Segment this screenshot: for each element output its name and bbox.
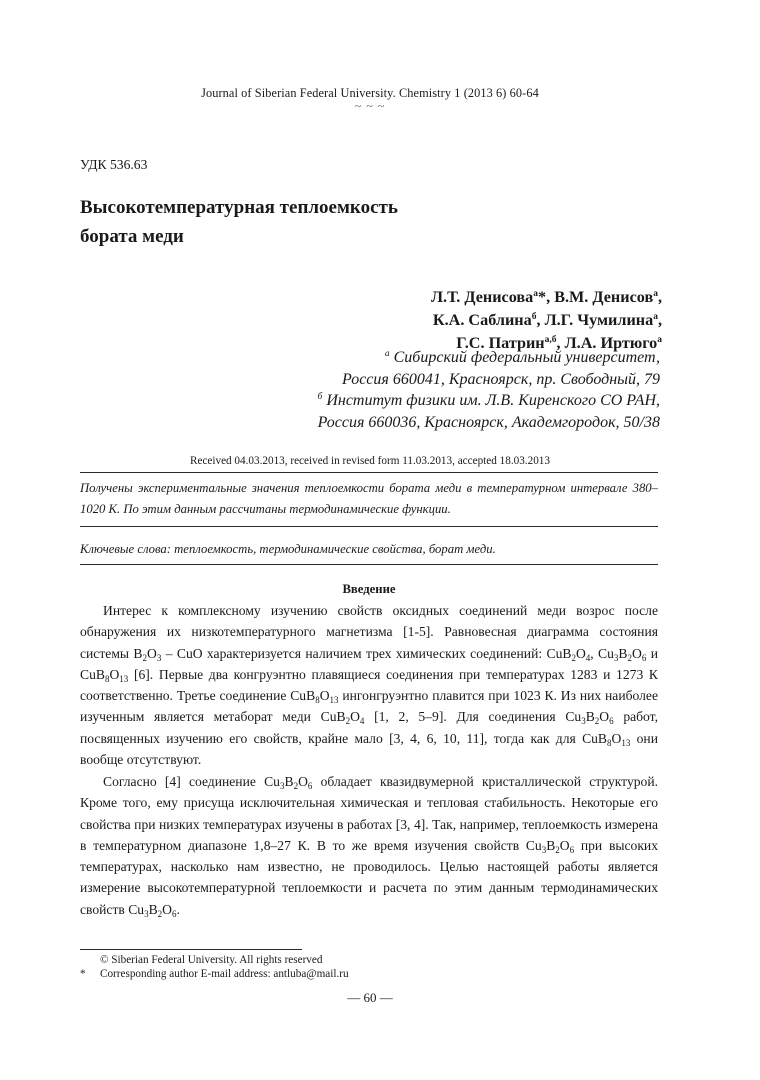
author-affil-mark: а bbox=[657, 335, 662, 345]
author-name: Л.А. Иртюго bbox=[564, 334, 658, 352]
received-dates: Received 04.03.2013, received in revised form 11.03.2013, accepted 18.03.2013 bbox=[190, 455, 550, 467]
keywords: Ключевые слова: теплоемкость, термодинамические свойства, борат меди. bbox=[80, 542, 496, 556]
author-name: Г.С. Патрин bbox=[456, 334, 545, 352]
author-line-1 bbox=[431, 286, 662, 309]
header-ornament: ~ ~ ~ bbox=[354, 99, 386, 113]
abstract-top-rule bbox=[80, 472, 658, 473]
section-heading: Введение bbox=[342, 582, 396, 596]
page-number: — 60 — bbox=[347, 990, 393, 1005]
abstract: Получены экспериментальные значения теплоемкости бората меди в температурном интервале 380–1020 К. По этим данным рассчитаны термодинамические функции. bbox=[80, 481, 658, 516]
title-line-1: Высокотемпературная теплоемкость bbox=[80, 197, 398, 218]
keywords-rule bbox=[80, 564, 658, 565]
author-affil-mark: а bbox=[653, 289, 658, 299]
affil-mark: а bbox=[384, 349, 390, 359]
paper-title bbox=[80, 193, 398, 251]
footnote-copyright: © Siberian Federal University. All rights reserved bbox=[100, 954, 323, 966]
author-separator: , bbox=[657, 311, 662, 329]
author-separator: , bbox=[556, 334, 565, 352]
affiliation-a-line-1: $^а$ Сибирский федеральный университет, bbox=[384, 349, 660, 366]
corresponding-email: Corresponding author E-mail address: antluba@mail.ru bbox=[100, 968, 349, 980]
footnote-rule bbox=[80, 949, 302, 950]
author-separator: , bbox=[536, 311, 545, 329]
author-separator: , bbox=[657, 288, 662, 306]
author-affil-mark: б bbox=[531, 312, 537, 322]
footnote-star: * bbox=[80, 968, 86, 980]
affiliation-b-line-1: $^б$ Институт физики им. Л.В. Киренского СО РАН, bbox=[317, 392, 660, 410]
footnote-corresponding bbox=[80, 967, 349, 981]
author-affil-mark: а,б bbox=[544, 335, 557, 345]
journal-header: Journal of Siberian Federal University. Chemistry 1 (2013 6) 60-64 bbox=[201, 86, 539, 100]
affiliation-b-line-2: Россия 660036, Красноярск, Академгородок, 50/38 bbox=[317, 413, 660, 431]
author-affil-mark: а bbox=[653, 312, 658, 322]
corresponding-mark: *, bbox=[538, 288, 555, 306]
affiliations bbox=[318, 347, 660, 433]
affiliation-a-line-2: Россия 660041, Красноярск, пр. Свободный, 79 bbox=[342, 370, 660, 388]
body-paragraph-1: Интерес к комплексному изучению свойств оксидных соединений меди возрос после обнаружения их низкотемпературного магнетизма [1-5]. Равновесная диаграмма состояния системы $B_2O_3$ – CuO характеризуется наличием трех химических соединений: $CuB_2O_4$, $Cu_3B_2O_6$ и $CuB_8O_{13}$ [6]. Первые два конгруэнтно плавящиеся соединения при температурах 1283 и 1273 К соответственно. Третье соединение $CuB_8O_{13}$ ингонгруэнтно плавится при 1023 К. Из них наиболее изученным является метаборат меди $CuB_2O_4$ [1, 2, 5–9]. Для соединения $Cu_3B_2O_6$ работ, посвященных изучению его свойств, крайне мало [3, 4, 6, 10, 11], тогда как для $CuB_8O_{13}$ они вообще отсутствуют. bbox=[80, 603, 658, 768]
title-line-2: бората меди bbox=[80, 226, 184, 247]
abstract-bottom-rule bbox=[80, 526, 658, 527]
author-affil-mark: а bbox=[533, 289, 538, 299]
author-line-2 bbox=[431, 309, 662, 332]
author-name: В.М. Денисов bbox=[554, 288, 654, 306]
author-name: Л.Г. Чумилина bbox=[544, 311, 654, 329]
udk-code: УДК 536.63 bbox=[80, 157, 148, 172]
author-list bbox=[431, 286, 662, 355]
author-name: К.А. Саблина bbox=[432, 311, 532, 329]
author-name: Л.Т. Денисова bbox=[430, 288, 534, 306]
body-paragraph-2: Согласно [4] соединение $Cu_3B_2O_6$ обладает квазидвумерной кристаллической структурой. Кроме того, ему присуща исключительная химическая и тепловая стабильность. Некоторые его свойства при низких температурах изучены в работах [3, 4]. Так, например, теплоемкость измерена в температурном диапазоне 1,8–27 К. В то же время изучения свойств $Cu_3B_2O_6$ при высоких температурах, насколько нам известно, не проводилось. Целью настоящей работы является измерение высокотемпературной теплоемкости и расчета по этим данным термодинамических свойств $Cu_3B_2O_6$. bbox=[80, 774, 659, 919]
affil-mark: б bbox=[317, 392, 323, 403]
